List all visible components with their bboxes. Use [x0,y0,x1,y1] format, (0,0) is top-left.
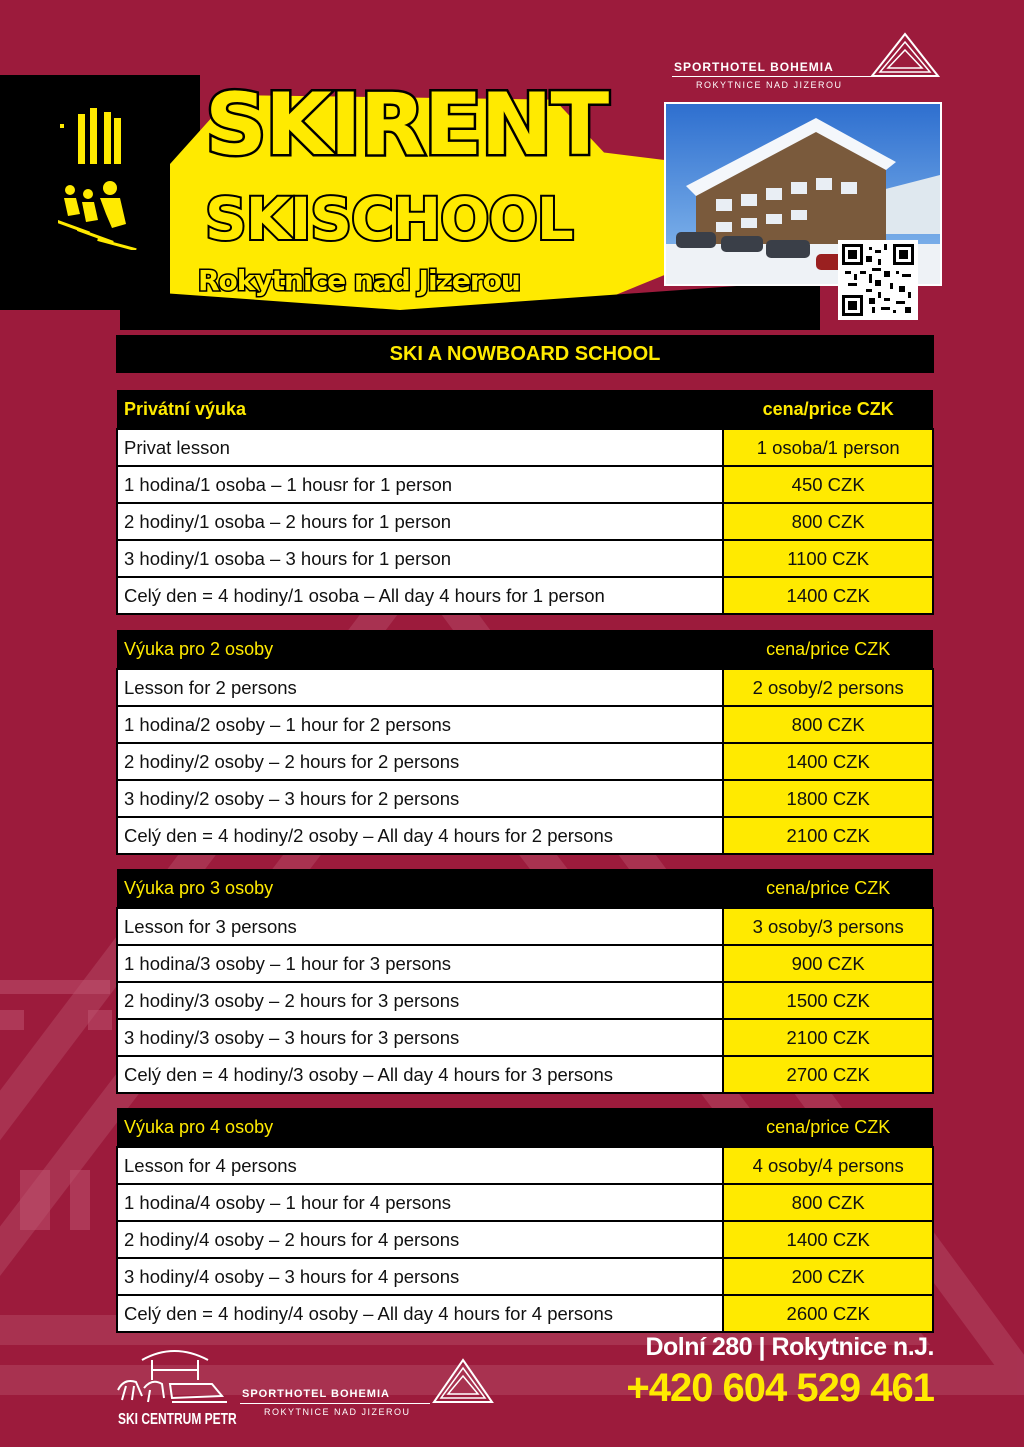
lesson-cell: 1 hodina/2 osoby – 1 hour for 2 persons [117,706,723,743]
table-row [117,1147,933,1184]
phone-number[interactable]: +420 604 529 461 [626,1366,934,1410]
lesson-cell: Privat lesson [117,429,723,466]
price-cell: 1500 CZK [723,982,933,1019]
price-cell: 1400 CZK [723,1221,933,1258]
price-cell: 800 CZK [723,1184,933,1221]
price-table-3-persons [116,869,934,1094]
table-header [117,869,933,908]
table-row [117,466,933,503]
lesson-cell: Lesson for 4 persons [117,1147,723,1184]
skis-icon [60,100,130,170]
table-row [117,1221,933,1258]
table-row [117,817,933,854]
lesson-cell: Celý den = 4 hodiny/2 osoby – All day 4 hours for 2 persons [117,817,723,854]
price-table-2-persons [116,630,934,855]
price-cell: 800 CZK [723,503,933,540]
sporthotel-bohemia-logo [672,30,942,90]
triangle-logo-icon [870,32,940,78]
price-cell: 900 CZK [723,945,933,982]
lesson-cell: Lesson for 2 persons [117,669,723,706]
price-cell: 1100 CZK [723,540,933,577]
price-cell: 1400 CZK [723,743,933,780]
sleigh-horses-icon [112,1340,237,1412]
price-cell: 3 osoby/3 persons [723,908,933,945]
table-row [117,945,933,982]
table-heading: Privátní výuka [124,398,247,419]
lesson-cell: 3 hodiny/1 osoba – 3 hours for 1 person [117,540,723,577]
price-cell: 2100 CZK [723,817,933,854]
title-skischool: SKISCHOOL [205,185,573,253]
table-row [117,780,933,817]
price-cell: 2 osoby/2 persons [723,669,933,706]
lesson-cell: 3 hodiny/2 osoby – 3 hours for 2 persons [117,780,723,817]
lesson-cell: 2 hodiny/1 osoba – 2 hours for 1 person [117,503,723,540]
lesson-cell: 3 hodiny/4 osoby – 3 hours for 4 persons [117,1258,723,1295]
table-row [117,503,933,540]
price-heading: cena/price CZK [766,1116,891,1137]
lesson-cell: 2 hodiny/3 osoby – 2 hours for 3 persons [117,982,723,1019]
table-row [117,1019,933,1056]
table-header [117,630,933,669]
price-cell: 4 osoby/4 persons [723,1147,933,1184]
lesson-cell: Lesson for 3 persons [117,908,723,945]
price-heading: cena/price CZK [766,638,891,659]
address: Dolní 280 | Rokytnice n.J. [645,1333,934,1361]
lesson-cell: 1 hodina/1 osoba – 1 housr for 1 person [117,466,723,503]
price-cell: 2100 CZK [723,1019,933,1056]
price-cell: 200 CZK [723,1258,933,1295]
table-heading: Výuka pro 2 osoby [124,638,274,659]
table-heading: Výuka pro 4 osoby [124,1116,274,1137]
price-cell: 1 osoba/1 person [723,429,933,466]
price-table-4-persons [116,1108,934,1333]
price-cell: 800 CZK [723,706,933,743]
table-row [117,577,933,614]
lesson-cell: Celý den = 4 hodiny/1 osoba – All day 4 hours for 1 person [117,577,723,614]
lesson-cell: 2 hodiny/2 osoby – 2 hours for 2 persons [117,743,723,780]
table-row [117,1184,933,1221]
table-heading: Výuka pro 3 osoby [124,877,274,898]
hotel-location: ROKYTNICE NAD JIZEROU [696,80,843,90]
price-heading: cena/price CZK [762,398,894,419]
table-row [117,540,933,577]
price-cell: 1400 CZK [723,577,933,614]
price-cell: 1800 CZK [723,780,933,817]
qr-code[interactable] [838,240,918,320]
table-row [117,743,933,780]
lesson-cell: 3 hodiny/3 osoby – 3 hours for 3 persons [117,1019,723,1056]
table-row [117,1295,933,1332]
footer-triangle-logo-icon [432,1358,494,1404]
lesson-cell: Celý den = 4 hodiny/4 osoby – All day 4 hours for 4 persons [117,1295,723,1332]
lesson-cell: 2 hodiny/4 osoby – 2 hours for 4 persons [117,1221,723,1258]
table-row [117,1258,933,1295]
price-cell: 2600 CZK [723,1295,933,1332]
table-row [117,908,933,945]
price-cell: 2700 CZK [723,1056,933,1093]
skiers-icon [58,180,138,250]
price-cell: 450 CZK [723,466,933,503]
title-skirent: SKIRENT [205,75,608,175]
hotel-name: SPORTHOTEL BOHEMIA [674,60,834,74]
footer-logo-divider [240,1403,430,1404]
table-row [117,706,933,743]
ski-centrum-petr-logo [112,1340,237,1435]
footer-hotel-location: ROKYTNICE NAD JIZEROU [264,1407,411,1417]
footer-hotel-name: SPORTHOTEL BOHEMIA [242,1388,390,1400]
table-header [117,1108,933,1147]
lesson-cell: 1 hodina/3 osoby – 1 hour for 3 persons [117,945,723,982]
table-row [117,982,933,1019]
lesson-cell: 1 hodina/4 osoby – 1 hour for 4 persons [117,1184,723,1221]
price-table-1-person [116,390,934,615]
table-row [117,429,933,466]
table-row [117,669,933,706]
title-location: Rokytnice nad Jizerou [198,264,520,297]
lesson-cell: Celý den = 4 hodiny/3 osoby – All day 4 hours for 3 persons [117,1056,723,1093]
footer-sporthotel-logo [240,1358,500,1418]
table-row [117,1056,933,1093]
price-heading: cena/price CZK [766,877,891,898]
logo-divider [672,76,872,77]
ski-centrum-label: SKI CENTRUM PETR [118,1409,237,1429]
section-banner: SKI A NOWBOARD SCHOOL [116,335,934,373]
table-header [117,390,933,429]
